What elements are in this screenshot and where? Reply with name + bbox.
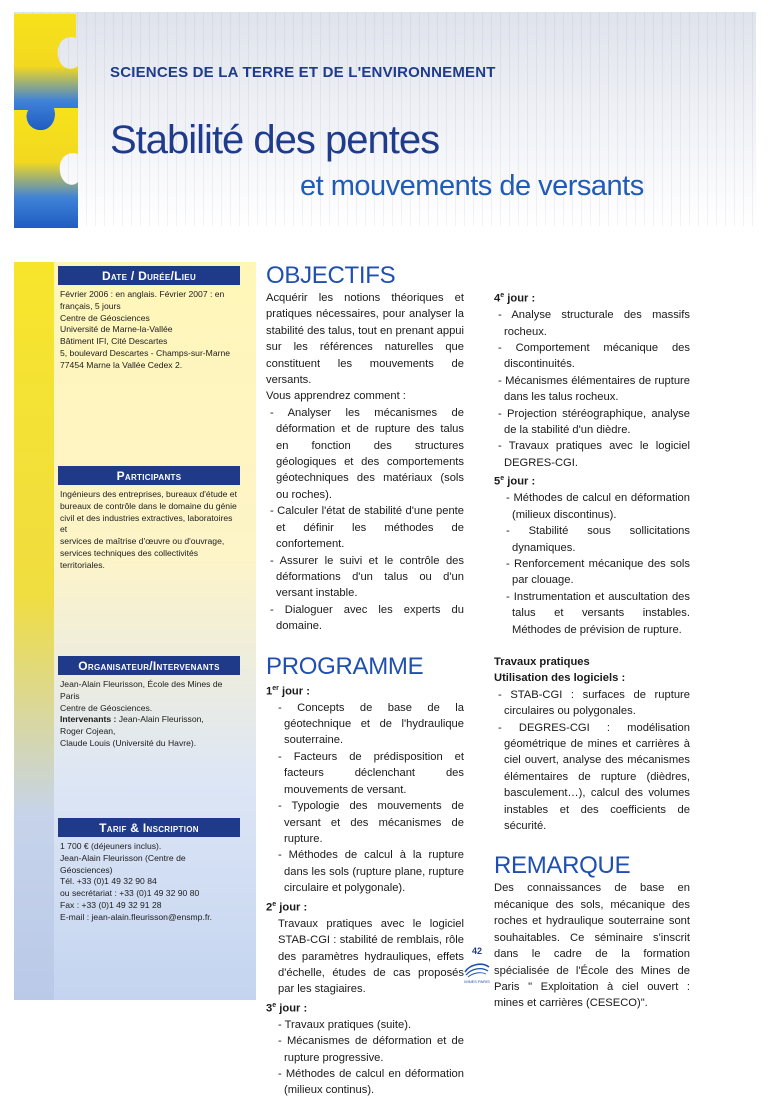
participants-box	[58, 466, 240, 572]
tarif-box	[58, 818, 240, 924]
date-line: Février 2006 : en anglais. Février 2007 : en	[60, 289, 225, 299]
day4-heading	[494, 288, 690, 307]
day3-item: - Mécanismes de déformation et de rupture progressive.	[278, 1035, 464, 1064]
organisateur-heading: Organisateur/Intervenants	[58, 656, 240, 675]
participants-line: territoriales.	[60, 559, 105, 570]
date-heading: Date / Durée/Lieu	[58, 266, 240, 285]
date-text	[58, 285, 240, 372]
tarif-line: 1 700 € (déjeuners inclus).	[60, 841, 162, 851]
objectifs-item: - Analyser les mécanismes de déformation et de rupture des talus en fonction des structures géologiques et des comportements géotechniques des matériaux (sols ou roches).	[270, 406, 464, 501]
day5-heading	[494, 471, 690, 490]
day4-label: jour :	[504, 292, 536, 305]
day1-item: - Facteurs de prédisposition et facteurs déclenchant des mouvements de versant.	[278, 750, 464, 796]
participants-heading: Participants	[58, 466, 240, 485]
tp-item: - STAB-CGI : surfaces de rupture circulaires ou polygonales.	[498, 688, 690, 718]
puzzle-piece-logo	[14, 14, 114, 228]
day4-num: 4	[494, 292, 501, 305]
day3-item: - Méthodes de calcul en déformation (milieux continus).	[278, 1068, 464, 1097]
day4-item: - Projection stéréographique, analyse de la stabilité d'un dièdre.	[498, 407, 690, 436]
objectifs-lead: Vous apprendrez comment :	[266, 390, 406, 403]
objectifs-item: - Dialoguer avec les experts du domaine.	[270, 603, 464, 633]
day2-sup: e	[272, 900, 277, 908]
participants-line: services techniques des collectivités	[60, 547, 199, 558]
tarif-heading: Tarif & Inscription	[58, 818, 240, 837]
tp-item: - DEGRES-CGI : modélisation géométrique de mines et carrières à ciel ouvert, analyse des mécanismes élémentaires de rupture (dièdres, basculement…), calcul des volumes instables et des coefficients de sécurité.	[498, 721, 690, 833]
tarif-line: Fax : +33 (0)1 49 32 91 28	[60, 899, 162, 910]
day4-item: - Analyse structurale des massifs rocheux.	[498, 309, 690, 338]
day2-heading	[266, 897, 464, 916]
day5-item: - Méthodes de calcul en déformation (milieux discontinus).	[506, 492, 690, 521]
day2-num: 2	[266, 901, 273, 914]
remarque-text: Des connaissances de base en mécanique des sols, mécanique des roches et hydraulique souterraine sont souhaitables. Ce séminaire s'inscrit dans le cadre de la formation spécialisée de l'École des Mines de Paris " Exploitation à ciel ouvert : mines et carrières (CESECO)".	[494, 882, 690, 1010]
mines-paris-logo-icon	[462, 958, 492, 984]
middle-column	[266, 262, 464, 1099]
day5-item: - Instrumentation et auscultation des talus et versants instables. Méthodes de prévision de rupture.	[506, 590, 690, 636]
day5-label: jour :	[504, 475, 536, 488]
objectifs-item: - Calculer l'état de stabilité d'une pente et définir les méthodes de confortement.	[270, 505, 464, 551]
date-line: Centre de Géosciences	[60, 312, 150, 323]
day1-label: jour :	[278, 685, 310, 698]
day3-num: 3	[266, 1002, 273, 1015]
day3-sup: e	[272, 1001, 277, 1009]
tarif-line: Tél. +33 (0)1 49 32 90 84	[60, 876, 157, 887]
day3-item: - Travaux pratiques (suite).	[278, 1018, 412, 1031]
day1-num: 1	[266, 685, 273, 698]
day4-item: - Mécanismes élémentaires de rupture dans les talus rocheux.	[498, 374, 690, 404]
day1-item: - Typologie des mouvements de versant et des mécanismes de rupture.	[278, 800, 464, 845]
day3-label: jour :	[276, 1002, 308, 1015]
remarque-heading: REMARQUE	[494, 852, 631, 880]
page-subtitle: et mouvements de versants	[300, 170, 644, 202]
day2-label: jour :	[276, 901, 308, 914]
objectifs-item: - Assurer le suivi et le contrôle des déformations d'un talus ou d'un versant instable.	[270, 554, 464, 600]
intervenants-line	[60, 714, 238, 726]
intervenants-label: Intervenants :	[60, 714, 117, 725]
day3-heading	[266, 998, 464, 1017]
day4-item: - Travaux pratiques avec le logiciel DEGRES-CGI.	[498, 440, 690, 469]
objectifs-heading: OBJECTIFS	[266, 262, 396, 289]
day4-sup: e	[500, 292, 505, 299]
organisateur-line: Roger Cojean,	[60, 726, 116, 737]
section-title: SCIENCES DE LA TERRE ET DE L'ENVIRONNEMENT	[110, 64, 496, 81]
tarif-text	[58, 837, 240, 924]
page-title: Stabilité des pentes	[110, 118, 440, 162]
participants-line: Ingénieurs des entreprises, bureaux d'étude et	[60, 489, 237, 499]
date-line: français, 5 jours	[60, 300, 121, 311]
right-column	[494, 288, 690, 1012]
day4-item: - Comportement mécanique des discontinuités.	[498, 341, 690, 371]
day5-item: - Stabilité sous sollicitations dynamiques.	[506, 525, 690, 554]
organisateur-text	[58, 675, 240, 750]
tp-heading: Travaux pratiques	[494, 656, 590, 668]
tp-subheading: Utilisation des logiciels :	[494, 672, 626, 685]
logo-text: MINES PARIS	[464, 979, 490, 984]
participants-line: bureaux de contrôle dans le domaine du génie	[60, 500, 237, 511]
day1-sup: er	[272, 684, 279, 692]
participants-text	[58, 485, 240, 572]
participants-line: civil et des industries extractives, laboratoires et	[60, 512, 233, 535]
day5-sup: e	[500, 475, 505, 483]
day1-heading	[266, 681, 464, 700]
day2-text: Travaux pratiques avec le logiciel STAB-CGI : stabilité de remblais, rôle des paramètres hydrauliques, effets d'échelle, études de cas proposés par les stagiaires.	[278, 917, 464, 996]
date-line: Université de Marne-la-Vallée	[60, 324, 173, 335]
day5-num: 5	[494, 475, 501, 488]
objectifs-intro: Acquérir les notions théoriques et pratiques nécessaires, pour analyser la stabilité des talus, tout en prenant appui sur les références naturelles que constituent les mouvements de versants.	[266, 292, 464, 387]
page-number: 42	[472, 946, 483, 956]
programme-heading: PROGRAMME	[266, 652, 424, 680]
day5-item: - Renforcement mécanique des sols par clouage.	[506, 557, 690, 587]
organisateur-line: Centre de Géosciences.	[60, 702, 153, 713]
date-box	[58, 266, 240, 372]
sidebar-stripe	[14, 262, 54, 1000]
organisateur-line: Claude Louis (Université du Havre).	[60, 737, 197, 748]
organisateur-line: Jean-Alain Fleurisson, École des Mines de Paris	[60, 679, 223, 701]
date-line: 77454 Marne la Vallée Cedex 2.	[60, 359, 183, 370]
participants-line: services de maîtrise d'œuvre ou d'ouvrage,	[60, 536, 225, 547]
tarif-line: ou secrétariat : +33 (0)1 49 32 90 80	[60, 888, 200, 899]
date-line: Bâtiment IFI, Cité Descartes	[60, 336, 168, 347]
organisateur-box	[58, 656, 240, 750]
tarif-line: Jean-Alain Fleurisson (Centre de Géosciences)	[60, 852, 186, 875]
intervenants-first: Jean-Alain Fleurisson,	[116, 714, 204, 725]
tarif-email-line[interactable]: E-mail : jean-alain.fleurisson@ensmp.fr.	[60, 911, 213, 922]
date-line: 5, boulevard Descartes - Champs-sur-Marne	[60, 347, 231, 358]
day1-item: - Méthodes de calcul à la rupture dans les sols (rupture plane, rupture circulaire et polygonale).	[278, 849, 464, 895]
day1-item: - Concepts de base de la géotechnique et de l'hydraulique souterraine.	[278, 701, 464, 747]
